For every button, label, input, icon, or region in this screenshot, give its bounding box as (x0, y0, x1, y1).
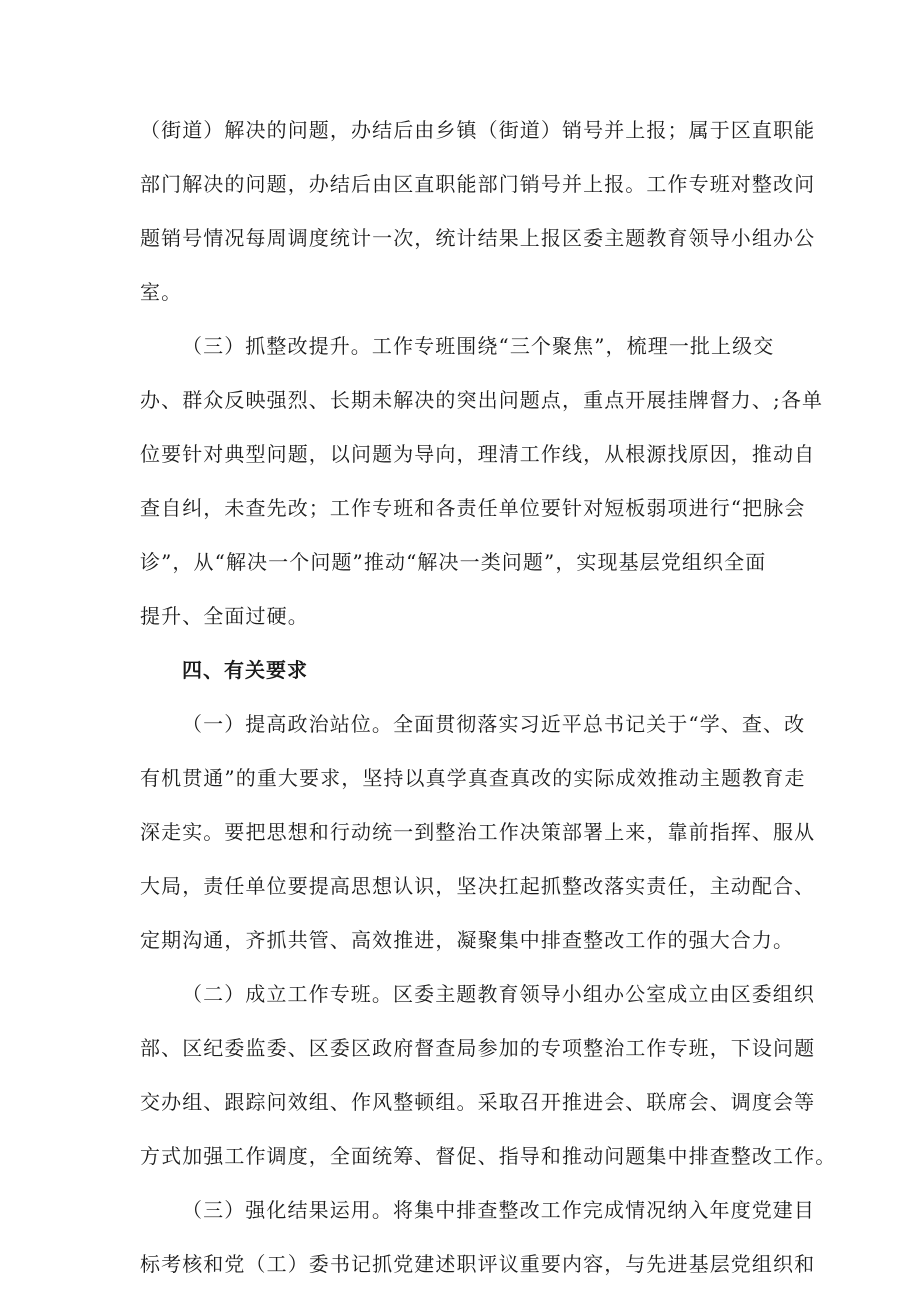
paragraph-line: 题销号情况每周调度统计一次，统计结果上报区委主题教育领导小组办公 (140, 226, 816, 250)
paragraph-line: 部、区纪委监委、区委区政府督查局参加的专项整治工作专班，下设问题 (140, 1036, 816, 1060)
paragraph-line: （三）抓整改提升。工作专班围绕“三个聚焦”，梳理一批上级交 (182, 334, 775, 358)
paragraph-line: 查自纠，未查先改；工作专班和各责任单位要针对短板弱项进行“把脉会 (140, 496, 806, 520)
paragraph-line: 提升、全面过硬。 (140, 604, 309, 628)
paragraph-line: 交办组、跟踪问效组、作风整顿组。采取召开推进会、联席会、调度会等 (140, 1090, 816, 1114)
section-heading: 四、有关要求 (182, 658, 308, 682)
paragraph-line: 定期沟通，齐抓共管、高效推进，凝聚集中排查整改工作的强大合力。 (140, 928, 795, 952)
paragraph-line: 诊”，从“解决一个问题”推动“解决一类问题”，实现基层党组织全面 (140, 550, 767, 574)
paragraph-line: （三）强化结果运用。将集中排查整改工作完成情况纳入年度党建目 (182, 1198, 815, 1222)
paragraph-line: 位要针对典型问题，以问题为导向，理清工作线，从根源找原因，推动自 (140, 442, 816, 466)
paragraph-line: 标考核和党（工）委书记抓党建述职评议重要内容，与先进基层党组织和 (140, 1252, 816, 1276)
paragraph-line: 部门解决的问题，办结后由区直职能部门销号并上报。工作专班对整改问 (140, 172, 816, 196)
paragraph-line: 方式加强工作调度，全面统筹、督促、指导和推动问题集中排查整改工作。 (140, 1144, 837, 1168)
paragraph-line: 办、群众反映强烈、长期未解决的突出问题点，重点开展挂牌督力、;各单 (140, 388, 824, 412)
paragraph-line: （二）成立工作专班。区委主题教育领导小组办公室成立由区委组织 (182, 982, 815, 1006)
paragraph-line: （街道）解决的问题，办结后由乡镇（街道）销号并上报；属于区直职能 (140, 118, 816, 142)
paragraph-line: 有机贯通”的重大要求，坚持以真学真查真改的实际成效推动主题教育走 (140, 766, 806, 790)
paragraph-line: 深走实。要把思想和行动统一到整治工作决策部署上来，靠前指挥、服从 (140, 820, 816, 844)
paragraph-line: 室。 (140, 280, 183, 304)
paragraph-line: （一）提高政治站位。全面贯彻落实习近平总书记关于“学、查、改 (182, 712, 806, 736)
paragraph-line: 大局，责任单位要提高思想认识，坚决扛起抓整改落实责任，主动配合、 (140, 874, 816, 898)
